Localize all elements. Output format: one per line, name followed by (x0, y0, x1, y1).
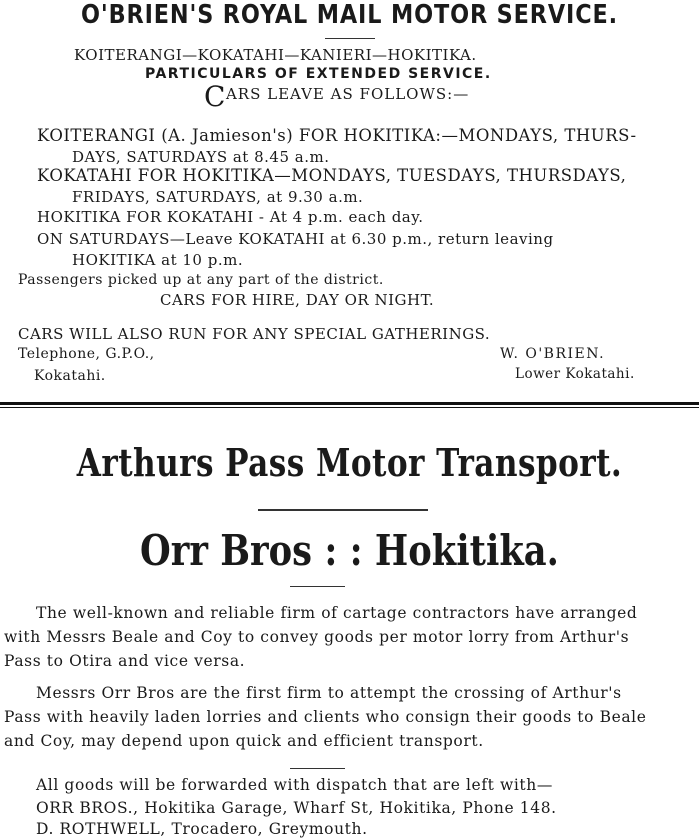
orr-subtitle: Orr Bros : : Hokitika. (140, 526, 559, 575)
schedule-line-3: HOKITIKA FOR KOKATAHI - At 4 p.m. each day. (37, 208, 424, 226)
address-rothwell: D. ROTHWELL, Trocadero, Greymouth. (36, 820, 368, 838)
para1-line1: The well-known and reliable firm of cartage contractors have arranged (36, 604, 638, 622)
schedule-line-1a: KOITERANGI (A. Jamieson's) FOR HOKITIKA:—MONDAYS, THURS- (37, 126, 637, 145)
para1-line3: Pass to Otira and vice versa. (4, 652, 246, 670)
cars-leave-text: ARS LEAVE AS FOLLOWS:— (225, 85, 470, 103)
title-rule (325, 38, 375, 39)
divider (0, 402, 699, 405)
divider-thin (0, 407, 699, 408)
forward-note: All goods will be forwarded with dispatch that are left with— (36, 776, 553, 794)
schedule-line-4a: ON SATURDAYS—Leave KOKATAHI at 6.30 p.m., return leaving (37, 230, 554, 248)
para2-line1: Messrs Orr Bros are the first firm to attempt the crossing of Arthur's (36, 684, 622, 702)
orr-title: Arthurs Pass Motor Transport. (76, 440, 623, 485)
section-rule (290, 768, 345, 769)
subtitle-rule (290, 586, 345, 587)
particulars-heading: PARTICULARS OF EXTENDED SERVICE. (145, 66, 492, 82)
para2-line3: and Coy, may depend upon quick and efficient transport. (4, 732, 484, 750)
title-ornament (258, 509, 428, 511)
route-line: KOITERANGI—KOKATAHI—KANIERI—HOKITIKA. (74, 46, 477, 64)
para1-line2: with Messrs Beale and Coy to convey goods per motor lorry from Arthur's (4, 628, 630, 646)
schedule-line-1b: DAYS, SATURDAYS at 8.45 a.m. (72, 148, 330, 166)
schedule-line-4b: HOKITIKA at 10 p.m. (72, 251, 244, 269)
para2-line2: Pass with heavily laden lorries and clients who consign their goods to Beale (4, 708, 647, 726)
telephone: Telephone, G.P.O., (18, 346, 155, 362)
obrien-title: O'BRIEN'S ROYAL MAIL MOTOR SERVICE. (81, 0, 618, 30)
address-orr: ORR BROS., Hokitika Garage, Wharf St, Hokitika, Phone 148. (36, 799, 557, 817)
signature: W. O'BRIEN. (500, 346, 606, 362)
drop-cap: C (204, 80, 226, 113)
cars-leave-heading (204, 82, 469, 116)
kokatahi-label: Kokatahi. (34, 368, 106, 384)
schedule-line-2b: FRIDAYS, SATURDAYS, at 9.30 a.m. (72, 188, 364, 206)
signature-place: Lower Kokatahi. (515, 366, 635, 382)
passengers-note: Passengers picked up at any part of the district. (18, 272, 384, 288)
special-note: CARS WILL ALSO RUN FOR ANY SPECIAL GATHERINGS. (18, 325, 491, 343)
schedule-line-2a: KOKATAHI FOR HOKITIKA—MONDAYS, TUESDAYS, THURSDAYS, (37, 166, 627, 185)
hire-note: CARS FOR HIRE, DAY OR NIGHT. (160, 291, 435, 309)
